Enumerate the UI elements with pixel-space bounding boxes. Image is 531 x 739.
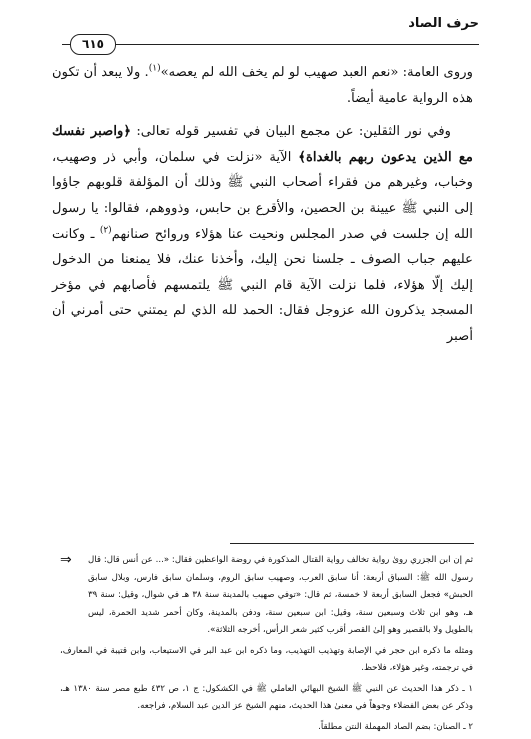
footnote-2: ٢ ـ الصنان: بضم الصاد المهملة النتن مطلقاً. xyxy=(318,721,473,732)
quran-verse: ﴿واصبر نفسك مع الذين يدعون ربهم بالغداة﴾ xyxy=(52,124,473,165)
paragraph-2 xyxy=(52,119,473,349)
paragraph-1 xyxy=(52,60,473,111)
paragraph-2-end: ـ وكانت عليهم جباب الصوف ـ جلسنا نحن إليك، وأخذنا عنك، فلا يمنعنا من الدخول إليك إلّا هؤلاء، فلما نزلت الآية قام النبي ﷺ يلتمسهم فأصابهم في مؤخر المسجد يذكرون الله عزوجل فقال: الحمد لله الذي لم يمتني حتى أمرني أن أصبر xyxy=(52,226,473,344)
continuation-arrow-icon: ⇒ xyxy=(60,552,72,568)
footnote-continued-text: ثم إن ابن الجزري روىٰ رواية تخالف رواية القتال المذكورة في روضة الواعظين فقال: «... عن أنس قال: قال رسول الله ﷺ: السباق أربعة: أنا سابق العرب، وصهيب سابق الروم، وسلمان سابق فارس، وبلال سابق الحبش» فجعل السابق أربعة لا خمسة، ثم قال: «توفي صهيب بالمدينة سنة ٣٨ هـ في شوال، وقيل: سنة ٣٩ هـ، وهو ابن ثلاث وسبعين سنة، وقيل: ابن سبعين سنة، ودفن بالمدينة، وكان أحمر شديد الحمرة، ليس بالطويل ولا بالقصير وهو إلىٰ القصر أقرب كثير شعر الرأس، أخرجه الثلاثة». xyxy=(88,555,473,635)
footnote-1: ١ ـ ذكر هذا الحديث عن النبي ﷺ الشيخ البهائي العاملي ﷺ في الكشكول: ج ١، ص ٤٣٢ طبع مصر سنة ١٣٨٠ هـ، وذكر عن بعض الفضلاء وجوهاً في معنىٰ هذا الحديث، منهم الشيخ عز الدين عبد السلام، فراجعه. xyxy=(60,683,473,711)
chapter-title: حرف الصاد xyxy=(408,16,479,31)
main-text xyxy=(52,60,473,358)
footnote-ref-2: (٢) xyxy=(99,225,112,236)
footnote-extra: ومثله ما ذكره ابن حجر في الإصابة وتهذيب التهذيب، وما ذكره ابن عبد البر في الاستيعاب، وابن قتيبة في المعارف، في ترجمته، وغير هؤلاء، فلاحظ. xyxy=(60,645,473,673)
footnote-separator xyxy=(230,543,474,544)
paragraph-2-intro: وفي نور الثقلين: عن مجمع البيان في تفسير قوله تعالى: xyxy=(131,124,451,140)
paragraph-1-end: . ولا يبعد أن تكون هذه الرواية عامية أيضاً. xyxy=(52,65,473,106)
paragraph-1-text: وروى العامة: «نعم العبد صهيب لو لم يخف الله لم يعصه» xyxy=(160,65,473,80)
paragraph-2-body: الآية «نزلت في سلمان، وأبي ذر وصهيب، وخباب، وغيرهم من فقراء أصحاب النبي ﷺ وذلك أن المؤلفة قلوبهم جاؤوا إلى النبي ﷺ عيينة بن الحصين، والأقرع بن حابس، وذووهم، فقالوا: يا رسول الله إن جلست في صدر المجلس ونحيت عنا هؤلاء وروائح صنانهم xyxy=(52,149,473,242)
footnote-continued xyxy=(60,552,473,640)
page-number: ٦١٥ xyxy=(70,34,116,55)
page-header xyxy=(62,12,479,52)
footnotes xyxy=(60,552,473,739)
footnote-ref-1: (١) xyxy=(148,63,161,74)
header-rule xyxy=(62,44,479,45)
